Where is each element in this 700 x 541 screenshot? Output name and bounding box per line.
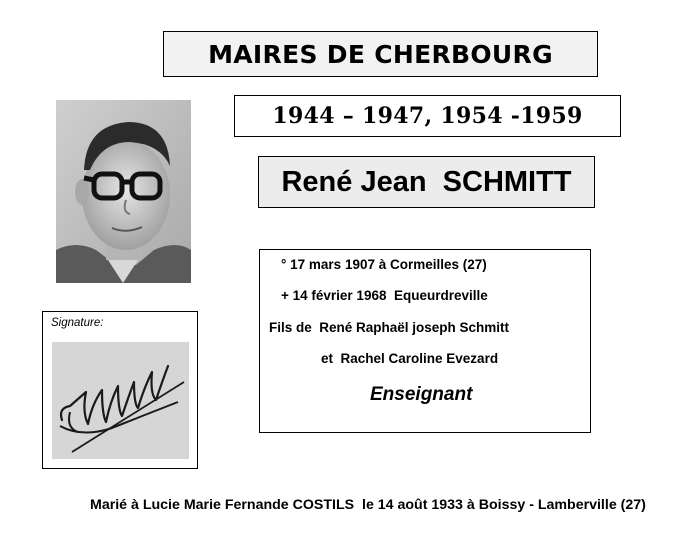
term-years: 1944 – 1947, 1954 -1959 xyxy=(272,103,583,129)
portrait-photo xyxy=(56,100,191,283)
signature-scribble xyxy=(52,342,189,459)
mayor-name: René Jean SCHMITT xyxy=(281,165,572,198)
signature-box xyxy=(42,311,198,469)
mayor-name-box xyxy=(258,156,595,208)
profession: Enseignant xyxy=(370,384,473,405)
death-line: + 14 février 1968 Equeurdreville xyxy=(281,288,488,303)
mother-line: et Rachel Caroline Evezard xyxy=(321,351,499,366)
page-title xyxy=(163,31,598,77)
father-line: Fils de René Raphaël joseph Schmitt xyxy=(269,320,510,335)
marriage-line: Marié à Lucie Marie Fernande COSTILS le 14 août 1933 à Boissy - Lamberville (27) xyxy=(90,497,646,513)
title-text: MAIRES DE CHERBOURG xyxy=(208,39,553,69)
birth-line: ° 17 mars 1907 à Cormeilles (27) xyxy=(281,257,487,272)
portrait-image xyxy=(56,100,191,283)
term-years-box xyxy=(234,95,621,137)
signature-image xyxy=(52,342,189,459)
signature-label: Signature: xyxy=(51,317,104,329)
biography-box xyxy=(259,249,591,433)
